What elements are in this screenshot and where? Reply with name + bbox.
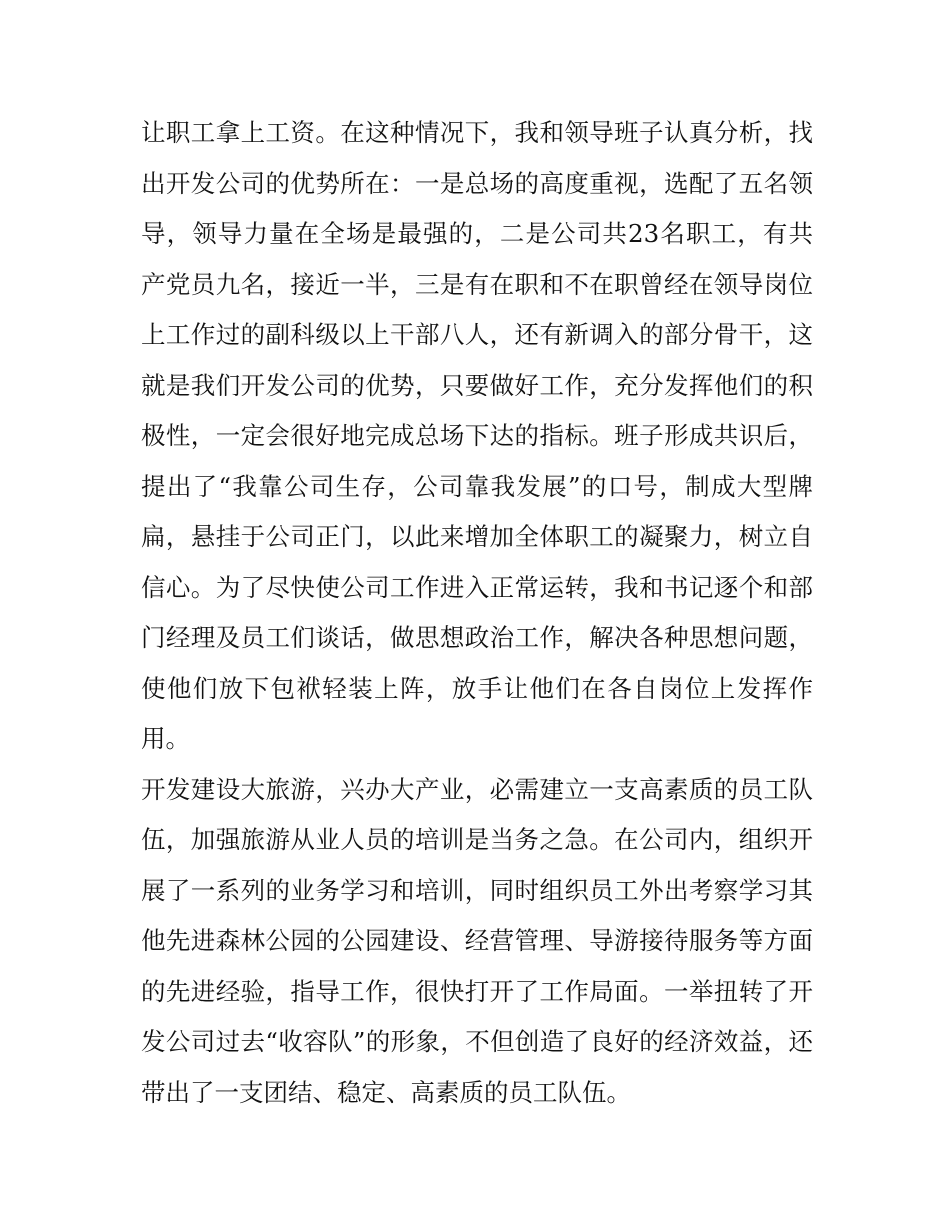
text-line: 导，领导力量在全场是最强的，二是公司共23名职工，有共 (141, 219, 813, 248)
text-line: 出开发公司的优势所在：一是总场的高度重视，选配了五名领 (141, 168, 813, 198)
text-line: 开发建设大旅游，兴办大产业，必需建立一支高素质的员工队 (141, 774, 813, 804)
text-line: 他先进森林公园的公园建设、经营管理、导游接待服务等方面 (141, 926, 813, 955)
paragraph-2 (141, 765, 813, 1119)
text-line: 展了一系列的业务学习和培训，同时组织员工外出考察学习其 (141, 875, 813, 905)
text-line: 扁，悬挂于公司正门，以此来增加全体职工的凝聚力，树立自 (141, 522, 813, 551)
text-line: 的先进经验，指导工作，很快打开了工作局面。一举扭转了开 (141, 976, 813, 1006)
paragraph-1 (141, 108, 813, 765)
text-line: 提出了“我靠公司生存，公司靠我发展”的口号，制成大型牌 (141, 471, 813, 501)
text-line: 让职工拿上工资。在这种情况下，我和领导班子认真分析，找 (141, 118, 813, 147)
text-line: 使他们放下包袱轻装上阵，放手让他们在各自岗位上发挥作 (141, 673, 813, 703)
text-line: 极性，一定会很好地完成总场下达的指标。班子形成共识后， (141, 421, 813, 450)
text-line: 产党员九名，接近一半，三是有在职和不在职曾经在领导岗位 (141, 269, 813, 299)
text-line-last: 用。 (141, 724, 190, 753)
text-line-last: 带出了一支团结、稳定、高素质的员工队伍。 (141, 1077, 631, 1107)
text-line: 伍，加强旅游从业人员的培训是当务之急。在公司内，组织开 (141, 825, 813, 854)
text-line: 就是我们开发公司的优势，只要做好工作，充分发挥他们的积 (141, 370, 813, 400)
document-body (141, 108, 813, 1118)
text-line: 上工作过的副科级以上干部八人，还有新调入的部分骨干，这 (141, 320, 813, 349)
text-line: 门经理及员工们谈话，做思想政治工作，解决各种思想问题， (141, 623, 813, 652)
text-line: 发公司过去“收容队”的形象，不但创造了良好的经济效益，还 (141, 1027, 813, 1056)
text-line: 信心。为了尽快使公司工作进入正常运转，我和书记逐个和部 (141, 572, 813, 602)
